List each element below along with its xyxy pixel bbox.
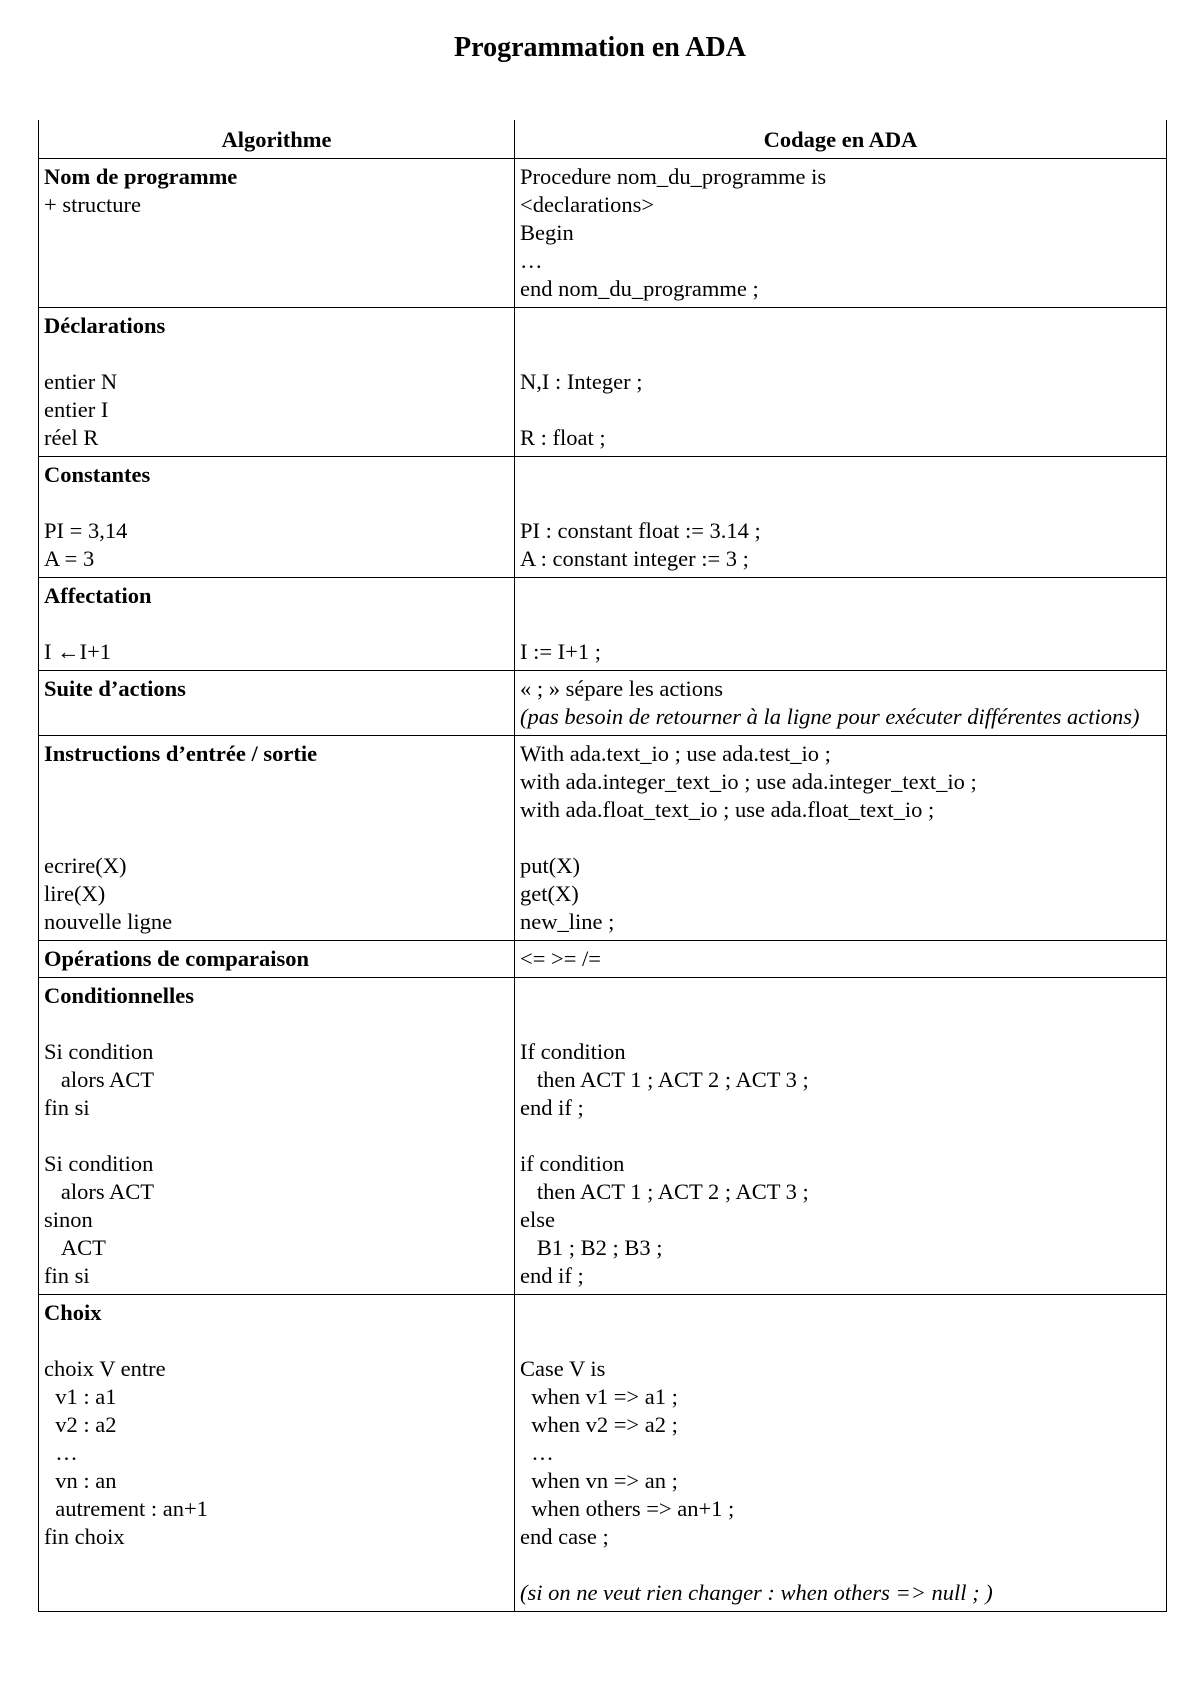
table-row [39,978,1167,1295]
codage-line [520,582,1161,610]
codage-cell [515,457,1167,578]
algorithme-cell [39,457,515,578]
codage-line: with ada.float_text_io ; use ada.float_text_io ; [520,797,935,822]
codage-line: Case V is [520,1356,606,1381]
algorithme-line [44,1010,509,1038]
table-body [39,159,1167,1612]
table-row [39,159,1167,308]
algorithme-line: alors ACT [44,1067,154,1092]
codage-line: then ACT 1 ; ACT 2 ; ACT 3 ; [520,1179,809,1204]
section-heading: Instructions d’entrée / sortie [44,741,318,766]
algorithme-line [44,1122,509,1150]
algorithme-line [44,1327,509,1355]
codage-line: N,I : Integer ; [520,369,643,394]
algorithme-line [44,610,509,638]
codage-line [520,982,1161,1010]
section-heading: Nom de programme [44,164,238,189]
codage-line [520,1010,1161,1038]
codage-note: (si on ne veut rien changer : when others => null ; ) [520,1580,993,1605]
codage-line: R : float ; [520,425,606,450]
section-heading: Constantes [44,462,151,487]
section-heading: Opérations de comparaison [44,946,310,971]
table-row [39,736,1167,941]
codage-line [520,1122,1161,1150]
algorithme-cell [39,578,515,671]
codage-line [520,1327,1161,1355]
algorithme-line: fin choix [44,1524,125,1549]
codage-line: when v1 => a1 ; [520,1384,678,1409]
algorithme-cell [39,941,515,978]
codage-line [520,1299,1161,1327]
codage-line [520,1551,1161,1579]
codage-line [520,489,1161,517]
algorithme-cell [39,671,515,736]
algorithme-line: choix V entre [44,1356,166,1381]
algorithme-line: sinon [44,1207,93,1232]
algorithme-line [44,796,509,824]
algorithme-cell [39,736,515,941]
table-row [39,578,1167,671]
algorithme-line: + structure [44,192,142,217]
codage-line: end if ; [520,1263,584,1288]
codage-cell [515,578,1167,671]
algorithme-line [44,489,509,517]
algorithme-cell [39,308,515,457]
codage-cell [515,1295,1167,1612]
codage-line: « ; » sépare les actions [520,676,724,701]
codage-line [520,396,1161,424]
algorithme-line [44,1551,509,1579]
codage-cell [515,671,1167,736]
codage-line: Begin [520,220,574,245]
codage-cell [515,978,1167,1295]
codage-line: else [520,1207,555,1232]
codage-line: Procedure nom_du_programme is [520,164,827,189]
codage-line: <declarations> [520,192,655,217]
algorithme-line: alors ACT [44,1179,154,1204]
algorithme-line: A = 3 [44,546,95,571]
algorithme-line: fin si [44,1263,90,1288]
algorithme-line: entier I [44,397,109,422]
codage-line [520,824,1161,852]
codage-line [520,610,1161,638]
codage-cell [515,159,1167,308]
codage-line: new_line ; [520,909,615,934]
codage-note: (pas besoin de retourner à la ligne pour exécuter différentes actions) [520,704,1140,729]
codage-line: when vn => an ; [520,1468,678,1493]
codage-line: If condition [520,1039,626,1064]
table-row [39,457,1167,578]
codage-line: I := I+1 ; [520,639,601,664]
algorithme-cell [39,978,515,1295]
section-heading: Choix [44,1300,102,1325]
codage-line: A : constant integer := 3 ; [520,546,749,571]
codage-line: then ACT 1 ; ACT 2 ; ACT 3 ; [520,1067,809,1092]
codage-line [520,340,1161,368]
algorithme-line: ACT [44,1235,106,1260]
algorithme-line: Si condition [44,1039,154,1064]
algorithme-line [44,340,509,368]
codage-cell [515,941,1167,978]
algorithme-line: fin si [44,1095,90,1120]
algorithme-line: vn : an [44,1468,117,1493]
codage-line: <= >= /= [520,946,601,971]
section-heading: Déclarations [44,313,166,338]
codage-line: end case ; [520,1524,609,1549]
codage-line: With ada.text_io ; use ada.test_io ; [520,741,831,766]
column-header-algorithme: Algorithme [39,120,515,159]
column-header-codage: Codage en ADA [515,120,1167,159]
algorithme-line: … [44,1440,78,1465]
algorithme-cell [39,159,515,308]
table-header-row [39,120,1167,159]
codage-line: … [520,248,543,273]
algorithme-line: lire(X) [44,881,106,906]
algorithme-line: réel R [44,425,99,450]
table-row [39,671,1167,736]
page-title: Programmation en ADA [454,32,746,63]
section-heading: Suite d’actions [44,676,186,701]
algorithme-line [44,768,509,796]
algorithme-line: v1 : a1 [44,1384,117,1409]
algorithme-line: autrement : an+1 [44,1496,208,1521]
codage-cell [515,736,1167,941]
algorithme-line: ecrire(X) [44,853,127,878]
algorithme-line [44,824,509,852]
algorithme-line: I ←I+1 [44,639,112,664]
algorithme-line: v2 : a2 [44,1412,117,1437]
section-heading: Affectation [44,583,152,608]
codage-line: PI : constant float := 3.14 ; [520,518,761,543]
codage-cell [515,308,1167,457]
codage-line: get(X) [520,881,579,906]
codage-line [520,312,1161,340]
table-row [39,308,1167,457]
algorithme-cell [39,1295,515,1612]
section-heading: Conditionnelles [44,983,195,1008]
codage-line: end nom_du_programme ; [520,276,759,301]
codage-line: end if ; [520,1095,584,1120]
algorithme-line: entier N [44,369,118,394]
codage-line: B1 ; B2 ; B3 ; [520,1235,663,1260]
table-row [39,941,1167,978]
codage-line: with ada.integer_text_io ; use ada.integer_text_io ; [520,769,977,794]
codage-line: … [520,1440,554,1465]
codage-line: put(X) [520,853,580,878]
ada-reference-table [38,120,1167,1612]
algorithme-line: nouvelle ligne [44,909,173,934]
algorithme-line: PI = 3,14 [44,518,128,543]
codage-line: if condition [520,1151,625,1176]
codage-line: when others => an+1 ; [520,1496,735,1521]
algorithme-line: Si condition [44,1151,154,1176]
codage-line [520,461,1161,489]
table-row [39,1295,1167,1612]
codage-line: when v2 => a2 ; [520,1412,678,1437]
